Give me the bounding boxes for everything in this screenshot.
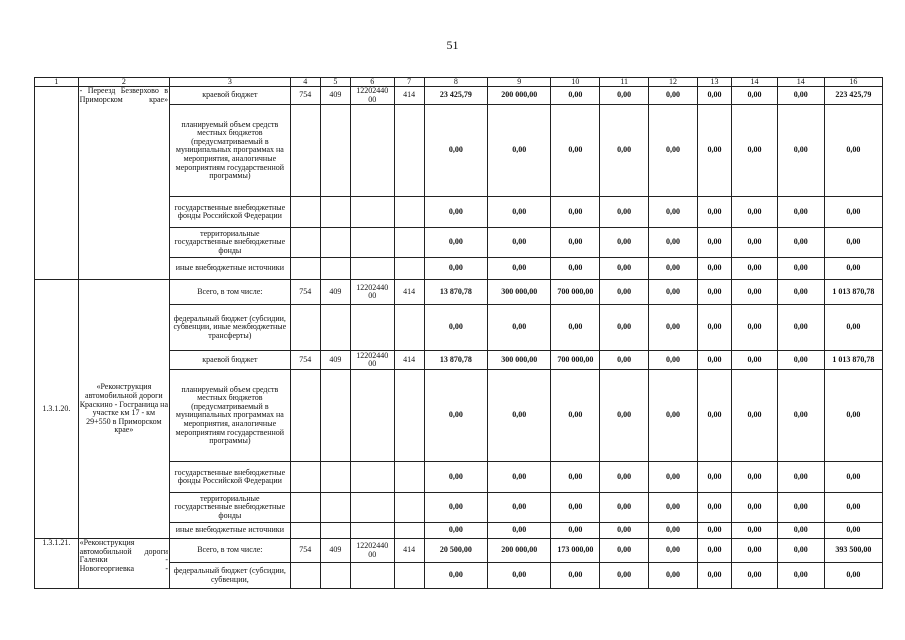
code-expense-type [394,493,424,523]
amount-cell: 0,00 [777,539,824,563]
amount-cell: 0,00 [824,370,882,462]
code-target: 12202440 00 [350,351,394,370]
amount-cell: 0,00 [697,523,731,539]
code-grbs [290,105,320,197]
code-expense-type [394,523,424,539]
amount-cell: 200 000,00 [488,87,551,105]
code-target: 12202440 00 [350,539,394,563]
amount-cell: 300 000,00 [488,351,551,370]
amount-cell: 0,00 [551,493,600,523]
amount-cell: 700 000,00 [551,280,600,305]
code-target [350,228,394,258]
code-expense-type [394,228,424,258]
amount-cell: 0,00 [488,462,551,493]
amount-cell: 300 000,00 [488,280,551,305]
amount-cell: 0,00 [649,493,698,523]
table-row [35,539,883,563]
amount-cell: 0,00 [777,563,824,589]
code-target [350,258,394,280]
column-header: 6 [350,78,394,87]
code-target: 12202440 00 [350,87,394,105]
code-grbs: 754 [290,539,320,563]
amount-cell: 0,00 [824,228,882,258]
amount-cell: 0,00 [424,462,487,493]
amount-cell: 0,00 [732,258,778,280]
amount-cell: 0,00 [777,105,824,197]
amount-cell: 0,00 [777,462,824,493]
column-header: 12 [649,78,698,87]
amount-cell: 0,00 [697,197,731,228]
amount-cell: 0,00 [424,493,487,523]
amount-cell: 0,00 [649,87,698,105]
amount-cell: 0,00 [551,305,600,351]
code-grbs [290,258,320,280]
amount-cell: 0,00 [424,305,487,351]
amount-cell: 0,00 [732,351,778,370]
funding-source: иные внебюджетные источники [170,258,291,280]
code-section [320,305,350,351]
funding-source: территориальные государственные внебюджетные фонды [170,228,291,258]
column-header: 7 [394,78,424,87]
amount-cell: 0,00 [824,462,882,493]
funding-source: краевой бюджет [170,87,291,105]
code-section [320,258,350,280]
funding-source: Всего, в том числе: [170,539,291,563]
column-header: 10 [551,78,600,87]
code-expense-type: 414 [394,539,424,563]
amount-cell: 223 425,79 [824,87,882,105]
column-header: 2 [78,78,169,87]
funding-source: государственные внебюджетные фонды Российской Федерации [170,462,291,493]
amount-cell: 0,00 [697,493,731,523]
funding-source: федеральный бюджет (субсидии, субвенции, [170,563,291,589]
column-header: 1 [35,78,79,87]
amount-cell: 0,00 [732,370,778,462]
code-expense-type [394,105,424,197]
amount-cell: 0,00 [424,105,487,197]
amount-cell: 0,00 [424,228,487,258]
amount-cell: 0,00 [777,523,824,539]
funding-source: планируемый объем средств местных бюджетов (предусматриваемый в муниципальных программах на мероприятия, аналогичные мероприятиям государственной программы) [170,370,291,462]
code-grbs [290,197,320,228]
amount-cell: 200 000,00 [488,539,551,563]
column-header: 14 [732,78,778,87]
code-target [350,523,394,539]
amount-cell: 0,00 [732,523,778,539]
funding-source: федеральный бюджет (субсидии, субвенции, иные межбюджетные трансферты) [170,305,291,351]
code-section [320,523,350,539]
code-expense-type [394,462,424,493]
amount-cell: 0,00 [777,197,824,228]
code-target [350,493,394,523]
column-header: 11 [600,78,649,87]
code-section: 409 [320,539,350,563]
code-expense-type [394,370,424,462]
code-grbs: 754 [290,87,320,105]
amount-cell: 0,00 [600,228,649,258]
amount-cell: 0,00 [600,370,649,462]
column-header: 16 [824,78,882,87]
code-section [320,197,350,228]
funding-source: территориальные государственные внебюджетные фонды [170,493,291,523]
amount-cell: 0,00 [488,305,551,351]
object-name: «Реконструкция автомобильной дороги Краскино - Госграница на участке км 17 - км 29+550 в Приморском крае» [78,280,169,539]
code-target [350,105,394,197]
column-header: 8 [424,78,487,87]
amount-cell: 0,00 [551,105,600,197]
amount-cell: 0,00 [600,105,649,197]
amount-cell: 0,00 [697,105,731,197]
amount-cell: 0,00 [551,228,600,258]
amount-cell: 0,00 [649,228,698,258]
amount-cell: 0,00 [697,228,731,258]
amount-cell: 0,00 [649,351,698,370]
header-row [35,78,883,87]
amount-cell: 0,00 [777,351,824,370]
column-header: 4 [290,78,320,87]
amount-cell: 0,00 [424,563,487,589]
amount-cell: 0,00 [488,523,551,539]
code-section [320,493,350,523]
amount-cell: 0,00 [777,370,824,462]
amount-cell: 0,00 [600,305,649,351]
code-section: 409 [320,351,350,370]
code-section: 409 [320,280,350,305]
code-target [350,462,394,493]
amount-cell: 0,00 [732,305,778,351]
amount-cell: 0,00 [824,563,882,589]
code-target [350,563,394,589]
code-section [320,563,350,589]
amount-cell: 1 013 870,78 [824,280,882,305]
amount-cell: 0,00 [488,493,551,523]
code-expense-type [394,197,424,228]
amount-cell: 0,00 [600,197,649,228]
amount-cell: 0,00 [732,87,778,105]
amount-cell: 0,00 [600,493,649,523]
funding-source: Всего, в том числе: [170,280,291,305]
column-header: 3 [170,78,291,87]
code-section: 409 [320,87,350,105]
amount-cell: 393 500,00 [824,539,882,563]
code-grbs [290,523,320,539]
amount-cell: 173 000,00 [551,539,600,563]
amount-cell: 0,00 [600,523,649,539]
amount-cell: 13 870,78 [424,351,487,370]
amount-cell: 0,00 [649,258,698,280]
amount-cell: 0,00 [697,258,731,280]
column-header: 9 [488,78,551,87]
item-number: 1.3.1.21. [35,539,79,589]
amount-cell: 0,00 [697,563,731,589]
column-header: 5 [320,78,350,87]
column-header: 13 [697,78,731,87]
budget-table [34,77,883,589]
amount-cell: 0,00 [732,105,778,197]
amount-cell: 0,00 [649,197,698,228]
amount-cell: 0,00 [488,258,551,280]
amount-cell: 0,00 [424,370,487,462]
amount-cell: 0,00 [732,539,778,563]
column-header: 14 [777,78,824,87]
amount-cell: 0,00 [697,305,731,351]
code-section [320,462,350,493]
amount-cell: 0,00 [697,280,731,305]
amount-cell: 0,00 [600,280,649,305]
amount-cell: 0,00 [488,228,551,258]
amount-cell: 0,00 [488,105,551,197]
amount-cell: 0,00 [697,539,731,563]
amount-cell: 0,00 [732,228,778,258]
page-number: 51 [446,38,459,52]
amount-cell: 0,00 [600,539,649,563]
amount-cell: 0,00 [824,197,882,228]
code-grbs [290,228,320,258]
amount-cell: 0,00 [649,539,698,563]
amount-cell: 0,00 [488,197,551,228]
amount-cell: 0,00 [697,87,731,105]
amount-cell: 0,00 [649,563,698,589]
code-grbs [290,563,320,589]
amount-cell: 0,00 [424,258,487,280]
amount-cell: 0,00 [600,462,649,493]
amount-cell: 0,00 [824,493,882,523]
amount-cell: 0,00 [551,87,600,105]
amount-cell: 0,00 [600,258,649,280]
amount-cell: 0,00 [488,563,551,589]
amount-cell: 0,00 [824,523,882,539]
amount-cell: 0,00 [424,523,487,539]
amount-cell: 0,00 [777,280,824,305]
code-grbs [290,462,320,493]
code-expense-type: 414 [394,280,424,305]
amount-cell: 0,00 [649,370,698,462]
amount-cell: 0,00 [824,258,882,280]
amount-cell: 23 425,79 [424,87,487,105]
amount-cell: 700 000,00 [551,351,600,370]
amount-cell: 20 500,00 [424,539,487,563]
code-grbs [290,493,320,523]
code-expense-type: 414 [394,87,424,105]
amount-cell: 0,00 [551,563,600,589]
amount-cell: 13 870,78 [424,280,487,305]
code-target: 12202440 00 [350,280,394,305]
code-section [320,228,350,258]
amount-cell: 0,00 [732,462,778,493]
amount-cell: 0,00 [649,105,698,197]
code-target [350,197,394,228]
amount-cell: 0,00 [424,197,487,228]
amount-cell: 0,00 [732,197,778,228]
amount-cell: 0,00 [600,351,649,370]
amount-cell: 0,00 [777,228,824,258]
amount-cell: 0,00 [777,258,824,280]
amount-cell: 0,00 [551,370,600,462]
amount-cell: 0,00 [649,305,698,351]
amount-cell: 0,00 [600,563,649,589]
amount-cell: 0,00 [649,523,698,539]
code-expense-type [394,305,424,351]
funding-source: планируемый объем средств местных бюджетов (предусматриваемый в муниципальных программах на мероприятия, аналогичные мероприятиям государственной программы) [170,105,291,197]
amount-cell: 0,00 [697,370,731,462]
object-name: «Реконструкция автомобильной дороги Галенки - Новогеоргиевка - [78,539,169,589]
amount-cell: 0,00 [732,280,778,305]
code-expense-type: 414 [394,351,424,370]
amount-cell: 0,00 [732,563,778,589]
code-expense-type [394,258,424,280]
funding-source: краевой бюджет [170,351,291,370]
item-number: 1.3.1.20. [35,280,79,539]
amount-cell: 0,00 [649,280,698,305]
amount-cell: 0,00 [777,87,824,105]
amount-cell: 0,00 [551,258,600,280]
amount-cell: 0,00 [777,305,824,351]
table-row [35,280,883,305]
object-name: - Переезд Безверхово в Приморском крае» [78,87,169,280]
funding-source: государственные внебюджетные фонды Российской Федерации [170,197,291,228]
code-grbs: 754 [290,351,320,370]
amount-cell: 0,00 [551,523,600,539]
amount-cell: 0,00 [697,351,731,370]
code-grbs [290,305,320,351]
amount-cell: 0,00 [824,305,882,351]
amount-cell: 0,00 [824,105,882,197]
funding-source: иные внебюджетные источники [170,523,291,539]
amount-cell: 0,00 [777,493,824,523]
amount-cell: 0,00 [551,462,600,493]
amount-cell: 0,00 [488,370,551,462]
code-target [350,370,394,462]
budget-table-body [35,78,883,589]
code-section [320,105,350,197]
code-expense-type [394,563,424,589]
amount-cell: 0,00 [600,87,649,105]
amount-cell: 0,00 [697,462,731,493]
code-grbs: 754 [290,280,320,305]
amount-cell: 0,00 [551,197,600,228]
code-grbs [290,370,320,462]
amount-cell: 0,00 [732,493,778,523]
amount-cell: 1 013 870,78 [824,351,882,370]
item-number [35,87,79,280]
code-section [320,370,350,462]
amount-cell: 0,00 [649,462,698,493]
table-row [35,87,883,105]
code-target [350,305,394,351]
